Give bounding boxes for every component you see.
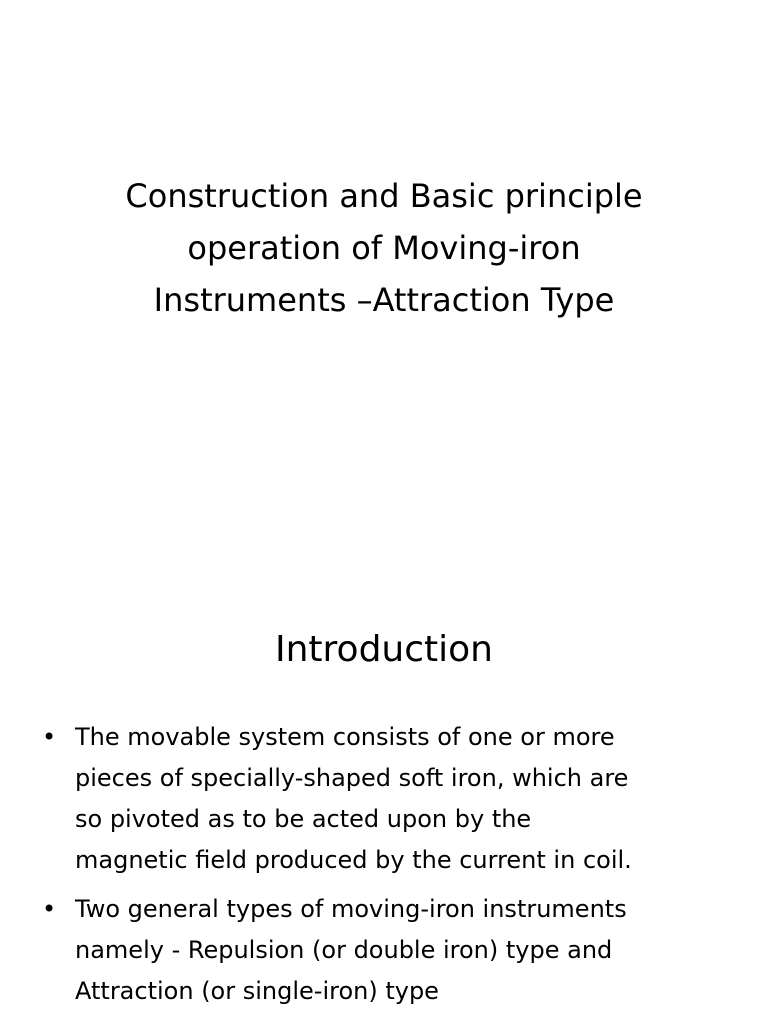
bullet-line: Attraction (or single-iron) type: [75, 977, 439, 1005]
bullet-item: [40, 889, 734, 1012]
bullet-line: pieces of specially-shaped soft iron, which are: [75, 764, 629, 792]
title-line: operation of Moving-iron: [187, 229, 581, 267]
bullet-item: [40, 717, 734, 881]
title-line: Instruments –Attraction Type: [153, 281, 615, 319]
bullet-icon: •: [42, 895, 57, 923]
bullet-line: Two general types of moving-iron instruments: [75, 895, 627, 923]
bullet-list: [40, 717, 734, 1020]
bullet-line: magnetic field produced by the current in coil.: [75, 846, 632, 874]
presentation-title: [40, 170, 728, 326]
bullet-icon: •: [42, 723, 57, 751]
bullet-line: namely - Repulsion (or double iron) type and: [75, 936, 613, 964]
introduction-slide: [0, 512, 768, 1024]
slide-heading: Introduction: [274, 629, 493, 670]
bullet-line: The movable system consists of one or more: [75, 723, 615, 751]
title-line: Construction and Basic principle: [125, 177, 643, 215]
bullet-line: so pivoted as to be acted upon by the: [75, 805, 532, 833]
